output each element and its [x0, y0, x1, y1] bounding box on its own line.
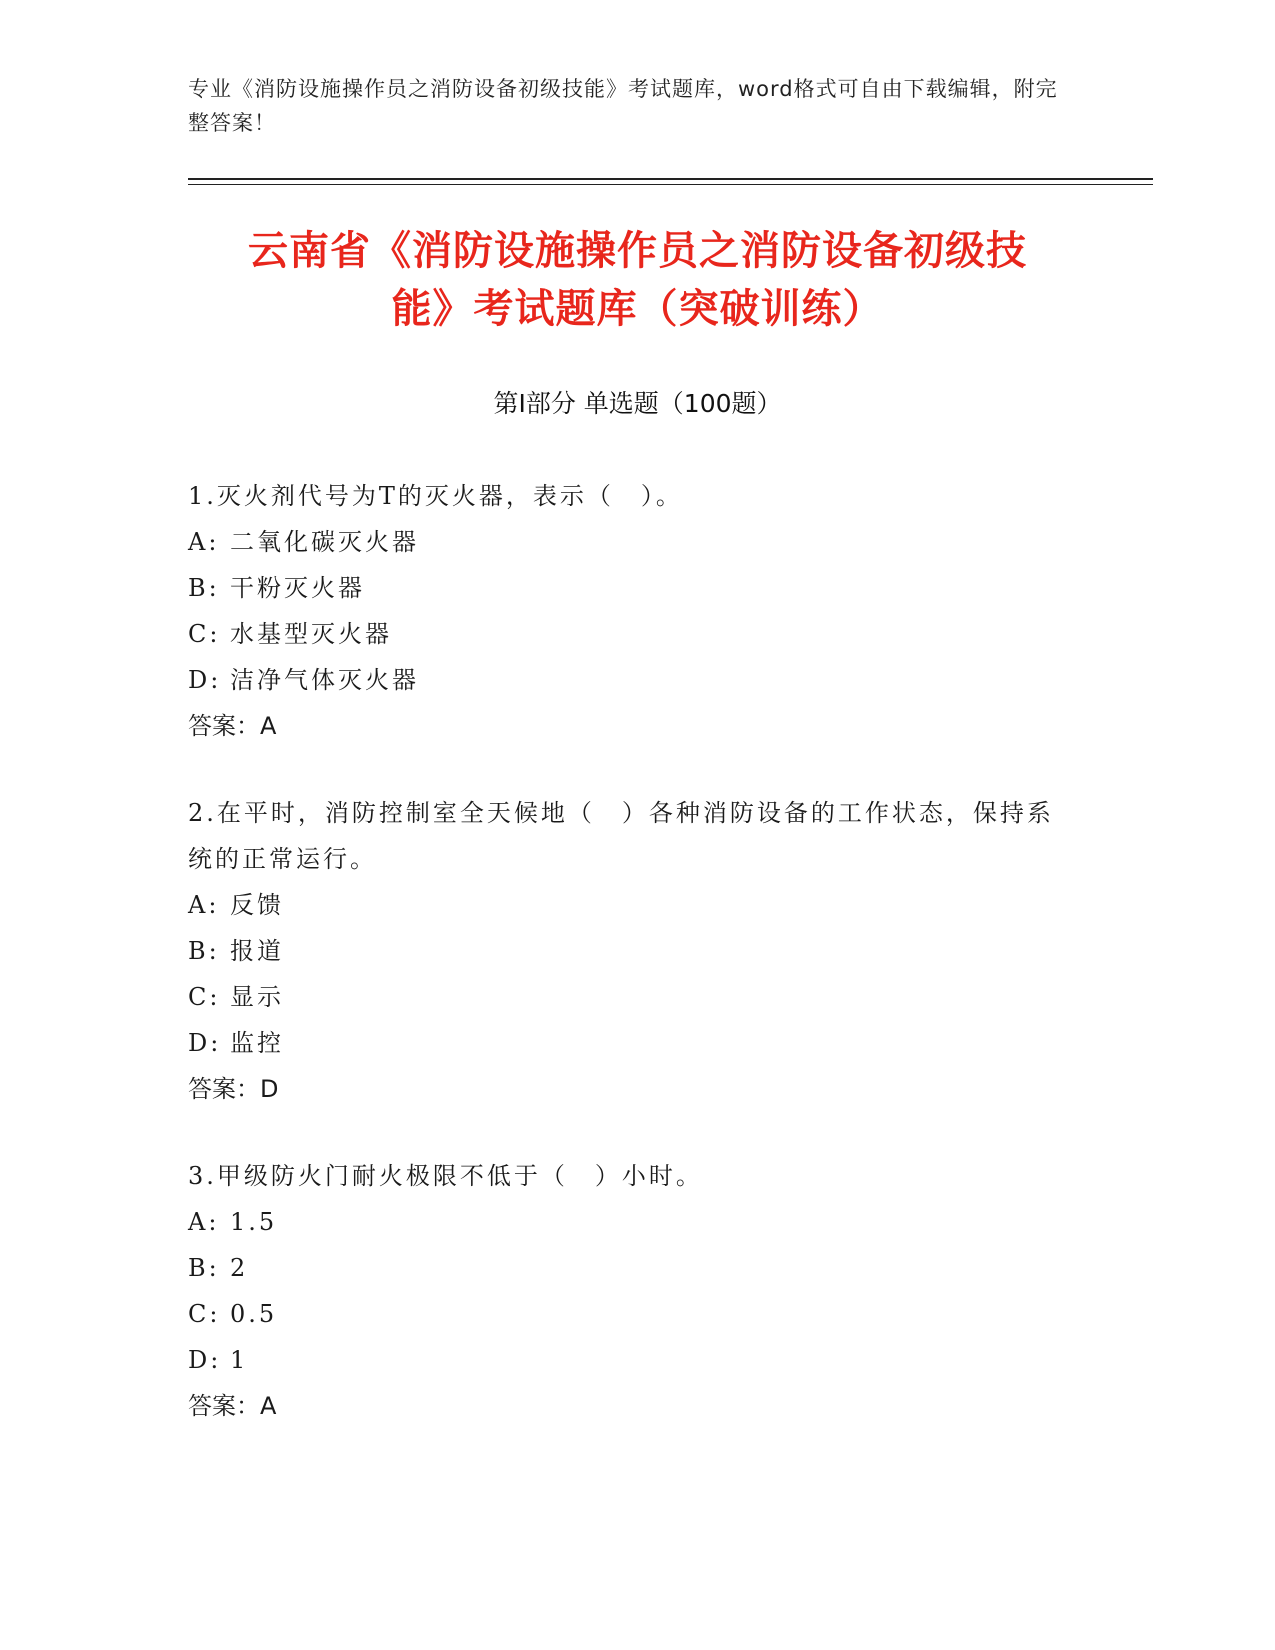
option-key: B:: [188, 1254, 220, 1282]
option-key: C:: [188, 620, 221, 648]
option-d: [188, 657, 1068, 703]
option-d: [188, 1020, 1068, 1066]
option-key: D:: [188, 1029, 222, 1057]
section-heading: 第Ⅰ部分 单选题（100题）: [493, 389, 782, 418]
option-d: [188, 1337, 1068, 1383]
option-key: B:: [188, 937, 220, 965]
header-note: 专业《消防设施操作员之消防设备初级技能》考试题库，word格式可自由下载编辑，附完整答案！: [188, 77, 1058, 135]
header-divider-thick: [188, 178, 1153, 180]
option-text: 2: [230, 1254, 249, 1282]
option-text: 洁净气体灭火器: [230, 666, 419, 694]
option-b: [188, 565, 1068, 611]
option-key: D:: [188, 1346, 222, 1374]
option-key: A:: [188, 1208, 220, 1236]
option-a: [188, 519, 1068, 565]
option-key: C:: [188, 983, 221, 1011]
header-divider-thin: [188, 184, 1153, 185]
option-key: B:: [188, 574, 220, 602]
question-3: [188, 1153, 1068, 1429]
option-text: 二氧化碳灭火器: [230, 528, 419, 556]
option-text: 干粉灭火器: [230, 574, 365, 602]
option-b: [188, 1245, 1068, 1291]
question-2: [188, 790, 1068, 1112]
title-line-2: 能》考试题库（突破训练）: [391, 286, 884, 332]
question-1: [188, 473, 1068, 749]
option-key: A:: [188, 528, 220, 556]
answer-line: 答案：D: [188, 1075, 279, 1103]
question-stem: 1.灭火剂代号为T的灭火器，表示（ ）。: [188, 482, 683, 510]
option-key: C:: [188, 1300, 221, 1328]
option-text: 水基型灭火器: [230, 620, 392, 648]
option-text: 监控: [230, 1029, 284, 1057]
option-c: [188, 611, 1068, 657]
option-text: 反馈: [230, 891, 284, 919]
answer-line: 答案：A: [188, 712, 277, 740]
option-text: 1.5: [230, 1208, 278, 1236]
answer-line: 答案：A: [188, 1392, 277, 1420]
option-c: [188, 974, 1068, 1020]
question-stem: 2.在平时，消防控制室全天候地（ ）各种消防设备的工作状态，保持系统的正常运行。: [188, 799, 1054, 873]
option-c: [188, 1291, 1068, 1337]
option-text: 报道: [230, 937, 284, 965]
document-title: [150, 222, 1125, 338]
title-line-1: 云南省《消防设施操作员之消防设备初级技: [248, 228, 1027, 274]
option-text: 1: [230, 1346, 249, 1374]
option-a: [188, 882, 1068, 928]
option-a: [188, 1199, 1068, 1245]
option-text: 显示: [230, 983, 284, 1011]
question-stem: 3.甲级防火门耐火极限不低于（ ）小时。: [188, 1162, 703, 1190]
option-b: [188, 928, 1068, 974]
option-text: 0.5: [230, 1300, 278, 1328]
option-key: A:: [188, 891, 220, 919]
option-key: D:: [188, 666, 222, 694]
